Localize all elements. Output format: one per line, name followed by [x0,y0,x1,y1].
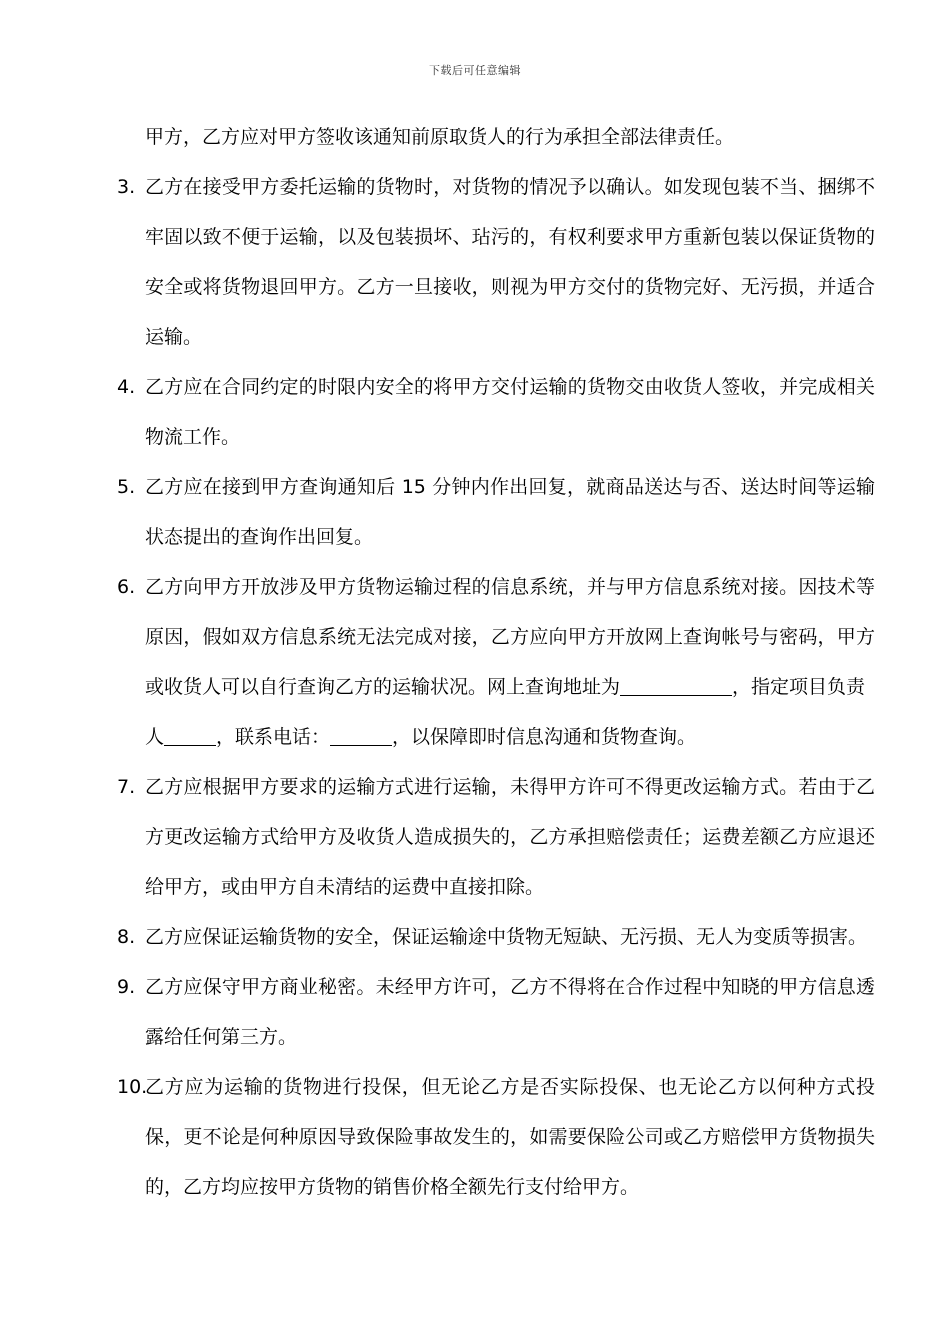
item-4-line-1: 乙方应在合同约定的时限内安全的将甲方交付运输的货物交由收货人签收，并完成相关 [145,376,875,398]
item-6-line-3-text-b: ，指定项目负责 [732,676,866,698]
phone-blank[interactable] [330,744,392,746]
item-6-line-3-text-a: 或收货人可以自行查询乙方的运输状况。网上查询地址为 [145,676,621,698]
item-number: 10. [117,1076,148,1098]
item-number: 7. [117,776,136,798]
item-8-line-1: 乙方应保证运输货物的安全，保证运输途中货物无短缺、无污损、无人为变质等损害。 [145,926,868,948]
item-number: 4. [117,376,136,398]
item-9-line-2: 露给任何第三方。 [145,1026,298,1048]
item-3-line-4: 运输。 [145,326,203,348]
item-6-line-1: 乙方向甲方开放涉及甲方货物运输过程的信息系统，并与甲方信息系统对接。因技术等 [145,576,875,598]
item-7-line-3: 给甲方，或由甲方自未清结的运费中直接扣除。 [145,876,545,898]
item-5-line-1: 乙方应在接到甲方查询通知后 15 分钟内作出回复，就商品送达与否、送达时间等运输 [145,476,875,498]
query-address-blank[interactable] [620,694,732,696]
item-10-line-1: 乙方应为运输的货物进行投保，但无论乙方是否实际投保、也无论乙方以何种方式投 [145,1076,875,1098]
item-5-line-2: 状态提出的查询作出回复。 [145,526,374,548]
item-3-line-2: 牢固以致不便于运输，以及包装损坏、玷污的，有权利要求甲方重新包装以保证货物的 [145,226,875,248]
item-number: 8. [117,926,136,948]
item-3-line-1: 乙方在接受甲方委托运输的货物时，对货物的情况予以确认。如发现包装不当、捆绑不 [145,176,875,198]
item-number: 6. [117,576,136,598]
item-4-line-2: 物流工作。 [145,426,241,448]
item-number: 3. [117,176,136,198]
item-6-line-4-text-b: ，联系电话： [216,726,331,748]
continuation-line: 甲方，乙方应对甲方签收该通知前原取货人的行为承担全部法律责任。 [145,126,735,148]
item-6-line-4 [145,712,875,762]
item-6-line-4-text-a: 人 [145,726,165,748]
item-number: 9. [117,976,136,998]
item-7-line-1: 乙方应根据甲方要求的运输方式进行运输，未得甲方许可不得更改运输方式。若由于乙 [145,776,875,798]
item-6-line-2: 原因，假如双方信息系统无法完成对接，乙方应向甲方开放网上查询帐号与密码，甲方 [145,626,875,648]
item-9-line-1: 乙方应保守甲方商业秘密。未经甲方许可，乙方不得将在合作过程中知晓的甲方信息透 [145,976,875,998]
item-number: 5. [117,476,136,498]
item-7-line-2: 方更改运输方式给甲方及收货人造成损失的，乙方承担赔偿责任；运费差额乙方应退还 [145,826,875,848]
item-10-line-3: 的，乙方均应按甲方货物的销售价格全额先行支付给甲方。 [145,1176,640,1198]
item-3-line-3: 安全或将货物退回甲方。乙方一旦接收，则视为甲方交付的货物完好、无污损，并适合 [145,276,875,298]
item-6-line-3 [145,662,875,712]
project-lead-blank[interactable] [164,744,216,746]
page-header-note: 下载后可任意编辑 [429,64,521,77]
item-10-line-2: 保，更不论是何种原因导致保险事故发生的，如需要保险公司或乙方赔偿甲方货物损失 [145,1126,875,1148]
item-6-line-4-text-c: ，以保障即时信息沟通和货物查询。 [392,726,697,748]
